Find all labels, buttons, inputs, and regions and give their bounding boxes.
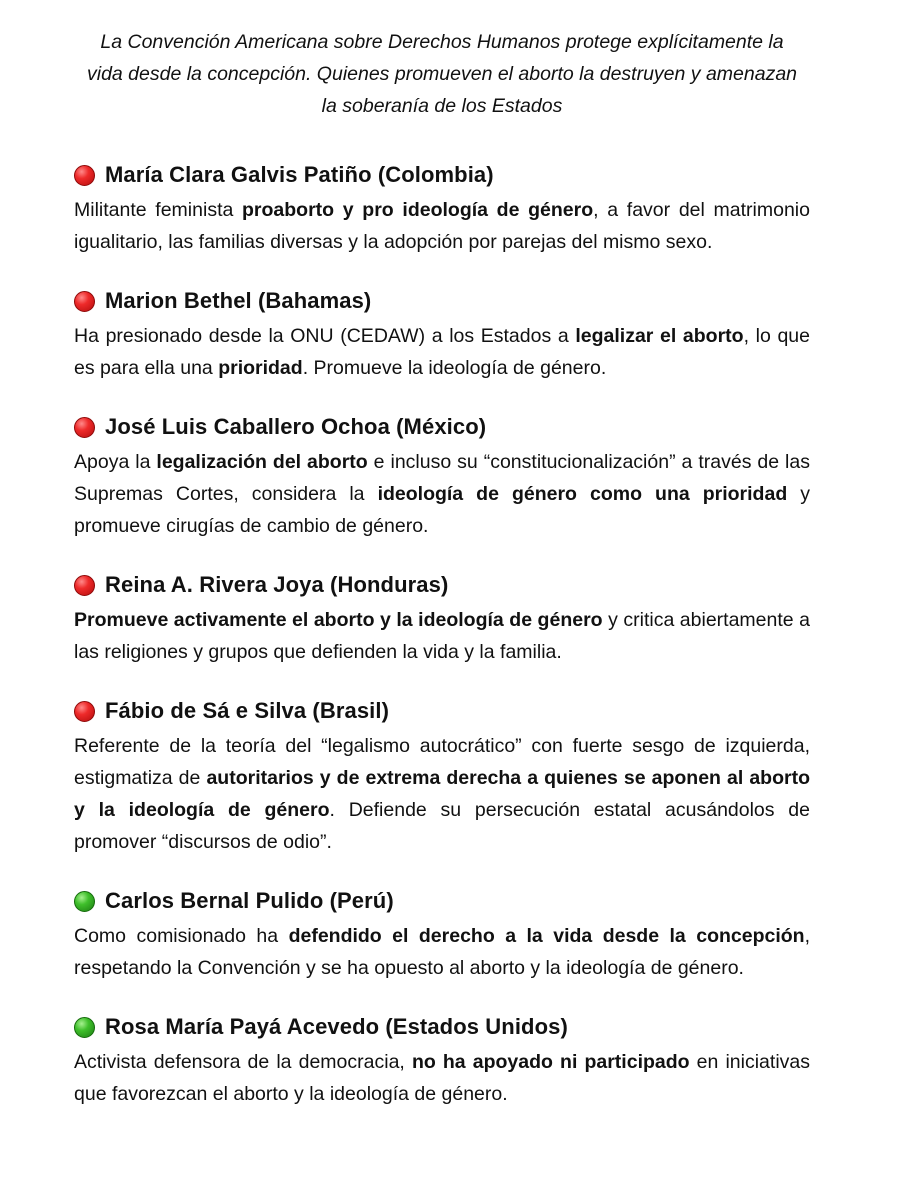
candidate-description [74,1046,810,1110]
candidate-description [74,446,810,542]
description-text: en iniciativas que favorezcan el aborto y la ideología de género. [74,1051,810,1105]
candidate-heading [74,568,810,602]
description-text: Referente de la teoría del “legalismo autocrático” con fuerte sesgo de izquierda, estigmatiza de [74,735,810,789]
candidate-entry [74,884,810,984]
candidate-heading [74,1010,810,1044]
description-emphasis: defendido el derecho a la vida desde la concepción [288,925,805,947]
description-emphasis: legalización del aborto [156,451,368,473]
description-text: . Promueve la ideología de género. [302,357,607,379]
intro-statement: La Convención Americana sobre Derechos Humanos protege explícitamente la vida desde la concepción. Quienes promueven el aborto la destruyen y amenazan la soberanía de los Estados [86,31,798,117]
description-emphasis: no ha apoyado ni participado [411,1051,690,1073]
description-text: y promueve cirugías de cambio de género. [74,483,811,537]
green-circle-icon [74,1017,95,1038]
candidate-entry [74,284,810,384]
candidate-name: Fábio de Sá e Silva (Brasil) [105,698,390,723]
description-text: , respetando la Convención y se ha opuesto al aborto y la ideología de género. [74,925,811,979]
candidate-list [74,158,810,1110]
description-text: Militante feminista [74,199,243,221]
candidate-heading [74,884,810,918]
description-text: Activista defensora de la democracia, [74,1051,412,1073]
description-emphasis: legalizar el aborto [575,325,744,347]
description-emphasis: autoritarios y de extrema derecha a quienes se aponen al aborto y la ideología de género [74,767,810,821]
candidate-entry [74,568,810,668]
candidate-description [74,604,810,668]
description-text: Apoya la [74,451,157,473]
red-circle-icon [74,417,95,438]
candidate-description [74,320,810,384]
green-circle-icon [74,891,95,912]
red-circle-icon [74,701,95,722]
candidate-name: Carlos Bernal Pulido (Perú) [105,888,394,913]
description-text: e incluso su “constitucionalización” a través de las Supremas Cortes, considera la [74,451,810,505]
candidate-entry [74,158,810,258]
candidate-name: José Luis Caballero Ochoa (México) [105,414,487,439]
red-circle-icon [74,291,95,312]
candidate-heading [74,410,810,444]
description-text: Como comisionado ha [74,925,289,947]
candidate-description [74,194,810,258]
candidate-entry [74,410,810,542]
red-circle-icon [74,575,95,596]
description-emphasis: prioridad [218,357,303,379]
candidate-entry [74,694,810,858]
description-emphasis: Promueve activamente el aborto y la ideología de género [74,609,603,631]
description-text: , lo que es para ella una [74,325,810,379]
red-circle-icon [74,165,95,186]
candidate-name: Marion Bethel (Bahamas) [105,288,372,313]
candidate-entry [74,1010,810,1110]
candidate-name: María Clara Galvis Patiño (Colombia) [105,162,494,187]
description-text: Ha presionado desde la ONU (CEDAW) a los Estados a [74,325,576,347]
candidate-name: Reina A. Rivera Joya (Honduras) [105,572,449,597]
candidate-heading [74,694,810,728]
candidate-name: Rosa María Payá Acevedo (Estados Unidos) [105,1014,568,1039]
document-page [74,26,810,1136]
description-emphasis: proaborto y pro ideología de género [242,199,594,221]
candidate-description [74,730,810,858]
candidate-heading [74,158,810,192]
description-text: . Defiende su persecución estatal acusándolos de promover “discursos de odio”. [74,799,810,853]
candidate-heading [74,284,810,318]
candidate-description [74,920,810,984]
description-text: y critica abiertamente a las religiones y grupos que defienden la vida y la familia. [74,609,810,663]
description-emphasis: ideología de género como una prioridad [377,483,788,505]
description-text: , a favor del matrimonio igualitario, las familias diversas y la adopción por parejas del mismo sexo. [74,199,810,253]
